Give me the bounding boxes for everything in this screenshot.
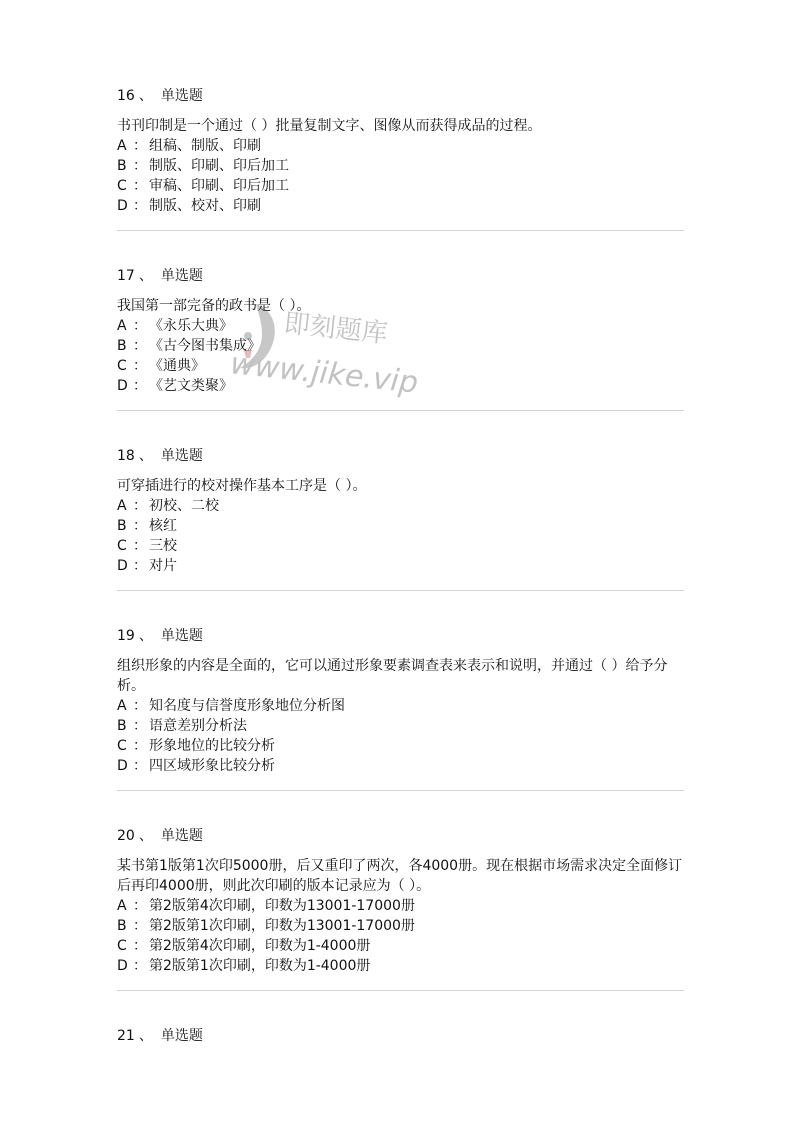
option-text: 组稿、制版、印刷 [149,138,261,154]
question-stem: 可穿插进行的校对操作基本工序是（ ）。 [117,478,367,494]
option-c[interactable]: C ： 形象地位的比较分析 [117,738,275,754]
option-text: 第2版第4次印刷，印数为1-4000册 [149,938,371,954]
question-16 [117,86,687,216]
question-header [117,826,687,846]
option-d[interactable]: D ： 第2版第1次印刷，印数为1-4000册 [117,958,371,974]
question-number: 21 [117,1028,135,1044]
option-text: 《永乐大典》 [149,318,233,334]
question-stem: 组织形象的内容是全面的，它可以通过形象要素调查表来表示和说明，并通过（ ）给予分析。 [117,658,668,694]
option-d[interactable]: D ： 《艺文类聚》 [117,378,233,394]
question-header [117,1026,687,1046]
question-type: 单选题 [160,268,203,284]
option-text: 制版、校对、印刷 [149,198,261,214]
option-b[interactable]: B ： 第2版第1次印刷，印数为13001-17000册 [117,918,415,934]
question-number: 17 [117,268,135,284]
question-divider [117,590,684,591]
option-text: 第2版第4次印刷，印数为13001-17000册 [149,898,415,914]
question-separator: 、 [138,1028,153,1044]
question-divider [117,790,684,791]
question-stem: 某书第1版第1次印5000册，后又重印了两次，各4000册。现在根据市场需求决定全面修订后再印4000册，则此次印刷的版本记录应为（ ）。 [117,858,683,894]
question-type: 单选题 [160,88,203,104]
option-d[interactable]: D ： 制版、校对、印刷 [117,198,261,214]
watermark-url: www.jike.vip [228,346,420,401]
question-18 [117,446,687,576]
option-c[interactable]: C ： 审稿、印刷、印后加工 [117,178,289,194]
question-stem: 我国第一部完备的政书是（ ）。 [117,298,311,314]
question-number: 20 [117,828,135,844]
option-b[interactable]: B ： 制版、印刷、印后加工 [117,158,289,174]
option-text: 对片 [149,558,177,574]
option-d[interactable]: D ： 四区域形象比较分析 [117,758,275,774]
question-20 [117,826,687,976]
option-b[interactable]: B ： 核红 [117,518,177,534]
option-text: 制版、印刷、印后加工 [149,158,289,174]
question-separator: 、 [138,828,153,844]
option-text: 知名度与信誉度形象地位分析图 [149,698,345,714]
option-c[interactable]: C ： 第2版第4次印刷，印数为1-4000册 [117,938,371,954]
question-separator: 、 [138,268,153,284]
option-text: 语意差别分析法 [149,718,247,734]
watermark-text: 即刻题库 [282,308,390,350]
question-divider [117,230,684,231]
question-header [117,266,687,286]
option-a[interactable]: A ： 《永乐大典》 [117,318,233,334]
question-19 [117,626,687,776]
question-21 [117,1026,687,1056]
option-text: 四区域形象比较分析 [149,758,275,774]
option-text: 三校 [149,538,177,554]
option-b[interactable]: B ： 语意差别分析法 [117,718,247,734]
option-c[interactable]: C ： 《通典》 [117,358,205,374]
question-number: 19 [117,628,135,644]
option-a[interactable]: A ： 第2版第4次印刷，印数为13001-17000册 [117,898,415,914]
option-text: 《艺文类聚》 [149,378,233,394]
question-header [117,86,687,106]
question-17 [117,266,687,396]
option-text: 审稿、印刷、印后加工 [149,178,289,194]
option-a[interactable]: A ： 知名度与信誉度形象地位分析图 [117,698,345,714]
question-type: 单选题 [160,628,203,644]
option-text: 形象地位的比较分析 [149,738,275,754]
option-text: 第2版第1次印刷，印数为1-4000册 [149,958,371,974]
option-text: 《通典》 [149,358,205,374]
option-text: 初校、二校 [149,498,219,514]
question-header [117,446,687,466]
question-type: 单选题 [160,1028,203,1044]
question-divider [117,990,684,991]
option-a[interactable]: A ： 初校、二校 [117,498,219,514]
question-type: 单选题 [160,828,203,844]
question-number: 16 [117,88,135,104]
question-number: 18 [117,448,135,464]
question-separator: 、 [138,448,153,464]
question-type: 单选题 [160,448,203,464]
option-text: 核红 [149,518,177,534]
option-b[interactable]: B ： 《古今图书集成》 [117,338,261,354]
question-header [117,626,687,646]
option-text: 第2版第1次印刷，印数为13001-17000册 [149,918,415,934]
question-separator: 、 [138,88,153,104]
question-separator: 、 [138,628,153,644]
question-divider [117,410,684,411]
question-stem: 书刊印制是一个通过（ ）批量复制文字、图像从而获得成品的过程。 [117,118,542,134]
option-c[interactable]: C ： 三校 [117,538,177,554]
option-a[interactable]: A ： 组稿、制版、印刷 [117,138,261,154]
option-d[interactable]: D ： 对片 [117,558,177,574]
option-text: 《古今图书集成》 [149,338,261,354]
